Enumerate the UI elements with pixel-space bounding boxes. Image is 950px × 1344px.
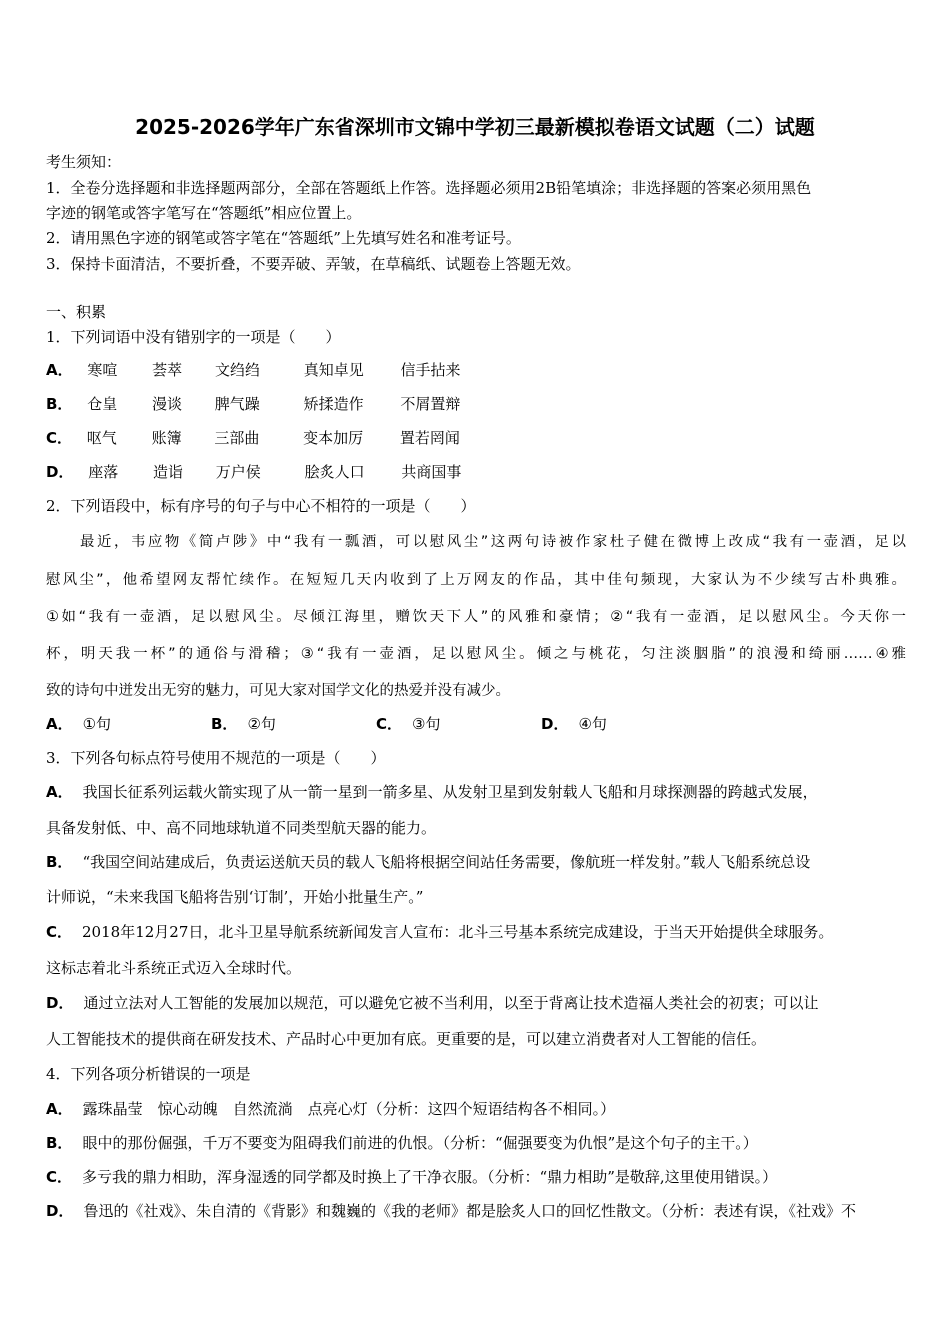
- option-word: 信手拈来: [400, 361, 461, 379]
- q1-option-c: [46, 428, 460, 448]
- option-word: 三部曲: [214, 429, 260, 447]
- q4-option-c: [46, 1167, 777, 1187]
- option-text: ①句: [82, 715, 112, 733]
- option-text: ④句: [578, 715, 607, 733]
- option-text: 露珠晶莹 惊心动魄 自然流淌 点亮心灯（分析：这四个短语结构各不相同。）: [82, 1100, 616, 1118]
- option-label: D．: [46, 463, 74, 481]
- option-label: C．: [46, 429, 73, 447]
- option-word: 矫揉造作: [303, 395, 364, 413]
- option-text: 多亏我的鼎力相助，浑身湿透的同学都及时换上了干净衣服。（分析：“鼎力相助”是敬辞,这里使用错误。）: [82, 1168, 778, 1186]
- option-label: A．: [46, 783, 73, 801]
- notice-line-2: 2．请用黑色字迹的钢笔或答字笔在“答题纸”上先填写姓名和准考证号。: [46, 229, 521, 247]
- option-label: A．: [46, 361, 73, 379]
- q3-option-d-line2: 人工智能技术的提供商在研发技术、产品时心中更加有底。更重要的是，可以建立消费者对人工智能的信任。: [46, 1030, 767, 1048]
- notice-heading: 考生须知：: [46, 153, 122, 171]
- option-word: 变本加厉: [303, 429, 364, 447]
- option-word: 造诣: [153, 463, 184, 481]
- option-text: 我国长征系列运载火箭实现了从一箭一星到一箭多星、从发射卫星到发射载人飞船和月球探测器的跨越式发展，: [82, 783, 818, 801]
- q4-option-a: [46, 1099, 615, 1119]
- notice-line-3: 3．保持卡面清洁，不要折叠，不要弄破、弄皱，在草稿纸、试题卷上答题无效。: [46, 255, 581, 273]
- option-text: ③句: [412, 715, 441, 733]
- option-text: 通过立法对人工智能的发展加以规范，可以避免它被不当利用，以至于背离让技术造福人类社会的初衷；可以让: [83, 994, 819, 1012]
- q4-option-d: [46, 1201, 856, 1221]
- q2-passage-line: 慰风尘”，他希望网友帮忙续作。在短短几天内收到了上万网友的作品，其中佳句频现，大家认为不少续写古朴典雅。: [46, 572, 906, 588]
- option-label: A．: [46, 715, 73, 733]
- option-label: B．: [46, 395, 73, 413]
- q4-stem: 4．下列各项分析错误的一项是: [46, 1065, 251, 1083]
- q1-option-a: [46, 360, 461, 380]
- q3-option-c-line1: [46, 922, 833, 942]
- option-label: D．: [46, 994, 74, 1012]
- option-label: B．: [46, 1134, 73, 1152]
- q3-option-a-line2: 具备发射低、中、高不同地球轨道不同类型航天器的能力。: [46, 819, 437, 837]
- option-word: 账簿: [151, 429, 182, 447]
- option-label: C．: [376, 715, 403, 733]
- option-text: ②句: [247, 715, 276, 733]
- q2-passage-line: 最近，韦应物《简卢陟》中“我有一瓢酒，可以慰风尘”这两句诗被作家杜子健在微博上改成“我有一壶酒，足以: [46, 534, 906, 550]
- q3-option-d-line1: [46, 993, 818, 1013]
- option-label: D．: [541, 715, 569, 733]
- q1-option-d: [46, 462, 461, 482]
- option-word: 共商国事: [401, 463, 462, 481]
- q2-passage-line: 杯，明天我一杯”的通俗与滑稽；③“我有一壶酒，足以慰风尘。倾之与桃花，匀注淡胭脂”的浪漫和绮丽……④雅: [46, 646, 906, 662]
- option-word: 万户侯: [215, 463, 261, 481]
- q2-stem: 2．下列语段中，标有序号的句子与中心不相符的一项是（ ）: [46, 497, 476, 515]
- q3-stem: 3．下列各句标点符号使用不规范的一项是（ ）: [46, 749, 386, 767]
- option-word: 仓皇: [87, 395, 118, 413]
- option-text: 眼中的那份倔强，千万不要变为阻碍我们前进的仇恨。（分析：“倔强要变为仇恨”是这个句子的主干。）: [82, 1134, 758, 1152]
- option-label: B．: [211, 715, 238, 733]
- option-word: 真知卓见: [303, 361, 364, 379]
- option-word: 置若罔闻: [399, 429, 460, 447]
- option-word: 脾气躁: [214, 395, 260, 413]
- option-word: 不屑置辩: [400, 395, 461, 413]
- q3-option-b-line2: 计师说，“未来我国飞船将告别‘订制’，开始小批量生产。”: [46, 888, 424, 906]
- option-word: 漫谈: [152, 395, 183, 413]
- option-label: D．: [46, 1202, 74, 1220]
- q2-passage-line: ①如“我有一壶酒，足以慰风尘。尽倾江海里，赠饮天下人”的风雅和豪情；②“我有一壶酒，足以慰风尘。今天你一: [46, 609, 906, 625]
- option-word: 座落: [88, 463, 119, 481]
- q3-option-c-line2: 这标志着北斗系统正式迈入全球时代。: [46, 959, 302, 977]
- exam-title: 2025-2026学年广东省深圳市文锦中学初三最新模拟卷语文试题（二）试题: [135, 115, 815, 139]
- q2-passage-line: 致的诗句中迸发出无穷的魅力，可见大家对国学文化的热爱并没有减少。: [46, 683, 510, 699]
- q1-stem: 1．下列词语中没有错别字的一项是（ ）: [46, 328, 341, 346]
- option-word: 呕气: [86, 429, 117, 447]
- option-label: C．: [46, 1168, 73, 1186]
- option-text: 2018年12月27日，北斗卫星导航系统新闻发言人宣布：北斗三号基本系统完成建设，于当天开始提供全球服务。: [82, 923, 834, 941]
- q4-option-b: [46, 1133, 758, 1153]
- option-word: 荟萃: [152, 361, 183, 379]
- q2-options: [46, 714, 607, 734]
- option-text: 鲁迅的《社戏》、朱自清的《背影》和魏巍的《我的老师》都是脍炙人口的回忆性散文。（分析：表述有误，《社戏》不: [83, 1202, 856, 1220]
- option-label: A．: [46, 1100, 73, 1118]
- option-word: 寒喧: [87, 361, 118, 379]
- option-word: 文绉绉: [214, 361, 260, 379]
- option-label: C．: [46, 923, 73, 941]
- notice-line-1a: 1．全卷分选择题和非选择题两部分，全部在答题纸上作答。选择题必须用2B铅笔填涂；非选择题的答案必须用黑色: [46, 179, 812, 197]
- notice-line-1b: 字迹的钢笔或答字笔写在“答题纸”相应位置上。: [46, 204, 362, 222]
- option-word: 脍炙人口: [304, 463, 365, 481]
- option-label: B．: [46, 853, 73, 871]
- q3-option-a-line1: [46, 782, 818, 802]
- option-text: “我国空间站建成后，负责运送航天员的载人飞船将根据空间站任务需要，像航班一样发射。”载人飞船系统总设: [82, 853, 811, 871]
- q3-option-b-line1: [46, 852, 810, 872]
- q1-option-b: [46, 394, 460, 414]
- section-heading: 一、积累: [46, 303, 107, 321]
